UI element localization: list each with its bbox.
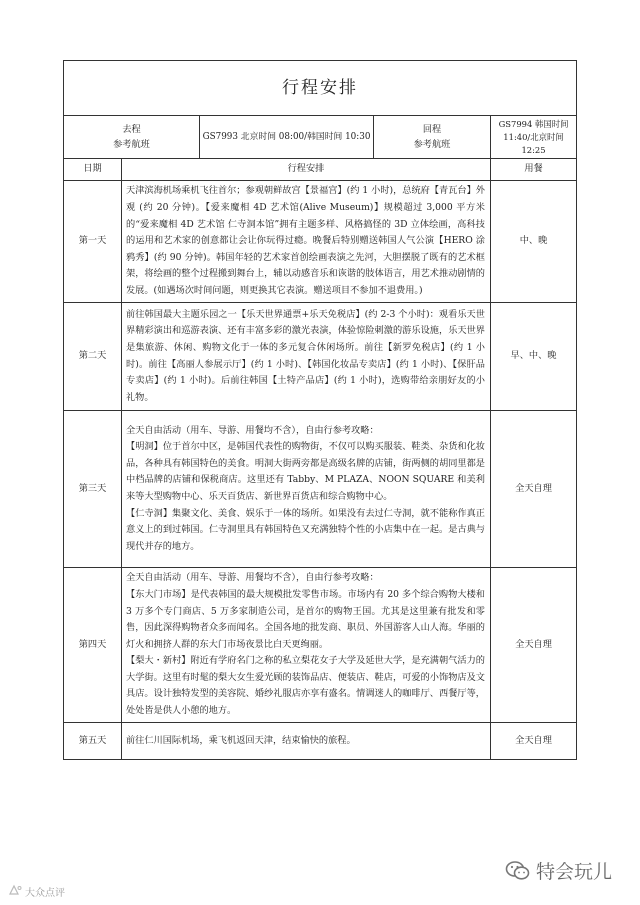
itinerary-row (64, 181, 577, 303)
itinerary-description (122, 181, 491, 303)
wechat-icon (505, 860, 531, 882)
itinerary-paragraph: 【梨大・新村】附近有学府名门之称的私立梨花女子大学及延世大学，是充满朝气活力的大学街。这里有时髦的梨大女生爱光顾的装饰品店、便装店、鞋店，可爱的小饰物店及文具店。设计独特发型的美容院、婚纱礼服店亦享有盛名。情调迷人的咖啡厅、西餐厅等，处处皆是供人小憩的地方。 (126, 655, 485, 717)
itinerary-paragraph: 【仁寺洞】集聚文化、美食、娱乐于一体的场所。如果没有去过仁寺洞，就不能称作真正意义上的到过韩国。仁寺洞里具有韩国特色又充满独特个性的小店集中在一起。是古典与现代并存的地方。 (126, 507, 485, 552)
itinerary-rows (64, 181, 577, 760)
day-label: 第三天 (64, 411, 122, 568)
day-label: 第四天 (64, 568, 122, 723)
meals-value: 中、晚 (491, 181, 577, 303)
itinerary-paragraph: 前往仁川国际机场，乘飞机返回天津，结束愉快的旅程。 (126, 734, 356, 746)
itinerary-description (122, 568, 491, 723)
itinerary-row (64, 303, 577, 411)
wechat-watermark (505, 857, 612, 884)
itinerary-paragraph: 全天自由活动（用车、导游、用餐均不含），自由行参考攻略： (126, 572, 379, 584)
day-label: 第五天 (64, 723, 122, 760)
meals-value: 全天自理 (491, 723, 577, 760)
outbound-flight-label (64, 116, 200, 159)
itinerary-row (64, 568, 577, 723)
page-title: 行程安排 (64, 61, 577, 116)
return-label-line2: 参考航班 (413, 139, 451, 150)
column-header-row (64, 159, 577, 181)
dianping-watermark-text: 大众点评 (25, 888, 65, 899)
column-header-date: 日期 (64, 159, 122, 181)
itinerary-paragraph: 天津滨海机场乘机飞往首尔；参观朝鲜故宫【景福宫】(约 1 小时)，总统府【青瓦台】外观 (约 20 分钟)。【爱来魔相 4D 艺术馆(Alive Museum)】规模超过 3,000 平方米的“爱来魔相 4D 艺术馆 仁寺洞本馆”拥有主题多样、风格搞怪的 3D 立体绘画，高科技的运用和艺术家的创意都让会让你玩得过瘾。晚餐后特别赠送韩国人气公演【HERO 涂鸦秀】(约 90 分钟)。韩国年轻的艺术家首创绘画表演之先河，大胆摆脱了既有的艺术框架，将绘画的整个过程搬到舞台上，辅以动感音乐和诙谐的肢体语言，用艺术推动剧情的发展。(如遇场次时间问题，则更换其它表演。赠送项目不参加不退费用。) (126, 185, 485, 296)
meals-value: 全天自理 (491, 411, 577, 568)
itinerary-row (64, 411, 577, 568)
return-label-line1: 回程 (422, 124, 442, 135)
itinerary-description (122, 303, 491, 411)
meals-value: 早、中、晚 (491, 303, 577, 411)
itinerary-description (122, 411, 491, 568)
outbound-label-line1: 去程 (122, 124, 141, 135)
meals-value: 全天自理 (491, 568, 577, 723)
outbound-label-line2: 参考航班 (113, 139, 150, 150)
itinerary-sheet (63, 60, 576, 760)
outbound-flight-info: GS7993 北京时间 08:00/韩国时间 10:30 (200, 116, 374, 159)
itinerary-paragraph: 【东大门市场】是代表韩国的最大规模批发零售市场。市场内有 20 多个综合购物大楼和 3 万多个专门商店、5 万多家制造公司，是首尔的购物王国。尤其是这里兼有批发和零售，因此深得购物者众多而闻名。全国各地的批发商、职员、外国游客人山人海。华丽的灯火和拥挤人群的东大门市场夜景比白天更绚丽。 (126, 588, 485, 650)
itinerary-row (64, 723, 577, 760)
return-flight-info: GS7994 韩国时间 11:40/北京时间 12:25 (491, 116, 577, 159)
bottom-left-watermark (8, 884, 65, 899)
flight-row (64, 116, 577, 159)
return-flight-label (374, 116, 491, 159)
wechat-account-name: 特会玩儿 (535, 861, 612, 883)
itinerary-paragraph: 前往韩国最大主题乐园之一【乐天世界通票+乐天免税店】(约 2-3 个小时)：观看乐天世界精彩演出和巡游表演、还有丰富多彩的激光表演，体验惊险刺激的游乐设施，乐天世界是集旅游、休闲、购物文化于一体的多元复合休闲场所。前往【新罗免税店】(约 1 小时)。前往【高丽人参展示厅】(约 1 小时)、【韩国化妆品专卖店】(约 1 小时)、【保肝品专卖店】(约 1 小时)。后前往韩国【土特产品店】(约 1 小时)，选购带给亲朋好友的小礼物。 (126, 308, 485, 403)
day-label: 第二天 (64, 303, 122, 411)
itinerary-table (63, 60, 577, 760)
column-header-itinerary: 行程安排 (122, 159, 491, 181)
column-header-meals: 用餐 (491, 159, 577, 181)
dianping-logo-icon (8, 884, 22, 899)
itinerary-paragraph: 【明洞】位于首尔中区，是韩国代表性的购物街，不仅可以购买服装、鞋类、杂货和化妆品，各种具有韩国特色的美食。明洞大街两旁都是高级名牌的店铺，街两侧的胡同里都是中档品牌的店铺和保税商店。这里还有 Tabby、M PLAZA、NOON SQUARE 和美利来等大型购物中心、乐天百货店、新世界百货店和综合购物中心。 (126, 441, 485, 502)
day-label: 第一天 (64, 181, 122, 303)
itinerary-paragraph: 全天自由活动（用车、导游、用餐均不含），自由行参考攻略： (126, 424, 379, 436)
itinerary-description (122, 723, 491, 760)
